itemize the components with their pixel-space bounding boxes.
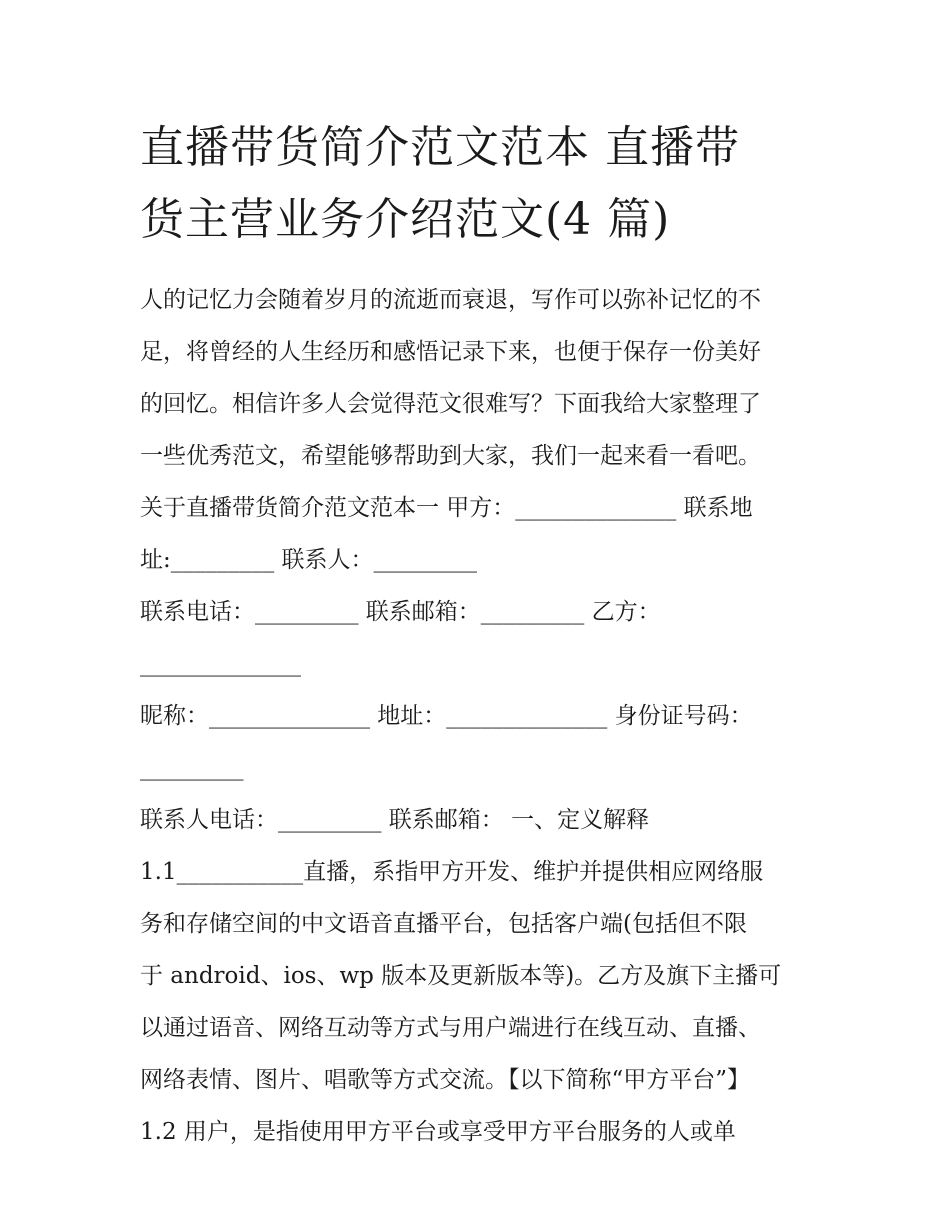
- body-line: ______________: [140, 651, 301, 677]
- title-line-2: 货主营业务介绍范文(4 篇): [140, 194, 671, 245]
- body-line: _________: [140, 755, 244, 781]
- body-line: 关于直播带货简介范文范本一 甲方：______________ 联系地: [140, 495, 753, 521]
- body-line: 人的记忆力会随着岁月的流逝而衰退，写作可以弥补记忆的不: [140, 287, 761, 313]
- document-title: [140, 112, 820, 256]
- body-line: 址:_________ 联系人：_________: [140, 547, 478, 573]
- body-line: 联系人电话：_________ 联系邮箱： 一、定义解释: [140, 807, 650, 833]
- body-line: 联系电话：_________ 联系邮箱：_________ 乙方：: [140, 599, 661, 625]
- body-line: 昵称：______________ 地址：______________ 身份证号码：: [140, 703, 753, 729]
- body-line: 一些优秀范文，希望能够帮助到大家，我们一起来看一看吧。: [140, 443, 761, 469]
- body-line: 以通过语音、网络互动等方式与用户端进行在线互动、直播、: [140, 1015, 761, 1041]
- body-line: 务和存储空间的中文语音直播平台，包括客户端(包括但不限: [140, 911, 747, 937]
- body-line: 足，将曾经的人生经历和感悟记录下来，也便于保存一份美好: [140, 339, 761, 365]
- title-line-1: 直播带货简介范文范本 直播带: [140, 122, 740, 173]
- document-body: [140, 274, 820, 1158]
- body-line: 1.2 用户，是指使用甲方平台或享受甲方平台服务的人或单: [140, 1119, 736, 1145]
- body-line: 的回忆。相信许多人会觉得范文很难写？下面我给大家整理了: [140, 391, 761, 417]
- body-line: 1.1___________直播，系指甲方开发、维护并提供相应网络服: [140, 859, 764, 885]
- body-line: 于 android、ios、wp 版本及更新版本等)。乙方及旗下主播可: [140, 963, 782, 989]
- body-line: 网络表情、图片、唱歌等方式交流。【以下简称“甲方平台”】: [140, 1067, 751, 1093]
